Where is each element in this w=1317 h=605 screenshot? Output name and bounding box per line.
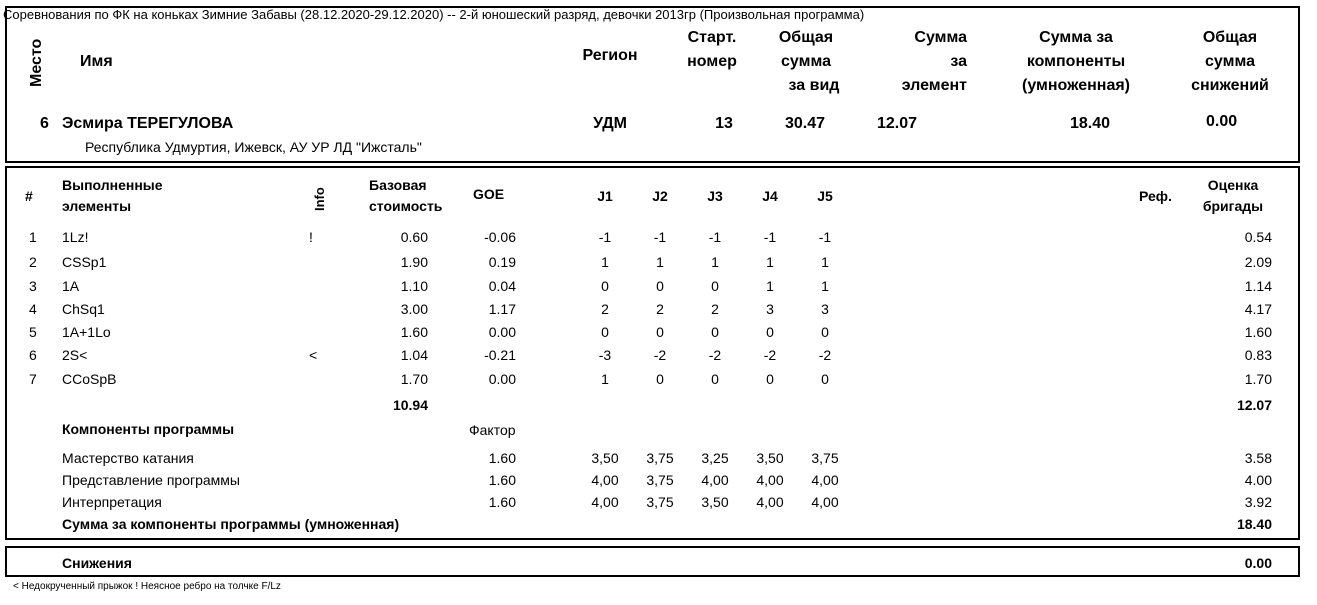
elements-sum-header-line1: Сумма [914,29,967,46]
skater-name: Эсмира ТЕРЕГУЛОВА [62,115,234,132]
element-judge-mark: 1 [601,254,609,270]
col-base-header-line1: Базовая [369,177,427,193]
element-goe: -0.21 [484,347,516,363]
skater-region: УДМ [593,115,627,132]
components-sum-label: Сумма за компоненты программы (умноженная) [62,516,400,532]
component-name: Мастерство катания [62,450,194,466]
element-number: 5 [29,324,37,340]
element-judge-mark: 2 [656,301,664,317]
col-judge-header: J4 [762,188,778,204]
element-goe: 0.04 [488,278,516,294]
component-name: Интерпретация [62,494,162,510]
col-num-header: # [25,188,33,204]
col-elements-header-line2: элементы [62,198,132,214]
component-judge-mark: 4,00 [701,472,729,488]
element-score: 4.17 [1244,301,1272,317]
component-judge-mark: 4,00 [591,472,619,488]
legend-footer: < Недокрученный прыжок ! Неясное ребро на толчке F/Lz [13,581,281,592]
competition-title: Соревнования по ФК на коньках Зимние Забавы (28.12.2020-29.12.2020) -- 2-й юношеский разряд, девочки 2013гр (Произвольная программа) [3,7,865,22]
element-judge-mark: 1 [821,278,829,294]
element-base-value: 1.10 [400,278,428,294]
element-goe: 0.00 [488,324,516,340]
total-header-line1: Общая [778,29,834,46]
element-number: 7 [29,371,37,387]
component-judge-mark: 4,00 [756,494,784,510]
components-sum-value: 18.40 [1236,516,1272,532]
element-score: 1.70 [1244,371,1272,387]
element-judge-mark: -2 [818,347,832,363]
col-info-header: Info [312,187,327,211]
element-judge-mark: 0 [821,324,829,340]
elements-score-total: 12.07 [1236,397,1272,413]
component-judge-mark: 3,75 [646,494,674,510]
component-judge-mark: 3,75 [646,472,674,488]
element-info: < [309,347,318,363]
element-base-value: 1.90 [400,254,428,270]
element-number: 4 [29,301,37,317]
element-judge-mark: 1 [766,254,774,270]
skater-elements-score: 12.07 [877,115,918,132]
element-code: ChSq1 [62,301,105,317]
element-judge-mark: 1 [821,254,829,270]
col-score-header-line2: бригады [1202,198,1264,214]
deductions-value: 0.00 [1244,555,1272,571]
element-judge-mark: 1 [656,254,664,270]
element-judge-mark: 0 [656,278,664,294]
element-score: 1.60 [1244,324,1272,340]
component-judge-mark: 3,50 [591,450,619,466]
element-number: 3 [29,278,37,294]
element-score: 1.14 [1244,278,1272,294]
deductions-label: Снижения [62,555,132,571]
element-code: CSSp1 [62,254,107,270]
component-name: Представление программы [62,472,240,488]
component-score: 3.58 [1244,450,1272,466]
components-title: Компоненты программы [62,421,235,437]
element-goe: -0.06 [484,229,516,245]
element-judge-mark: -3 [598,347,612,363]
element-judge-mark: 1 [601,371,609,387]
element-judge-mark: 2 [711,301,719,317]
element-judge-mark: -1 [653,229,667,245]
element-goe: 0.19 [488,254,516,270]
element-base-value: 1.04 [400,347,428,363]
component-judge-mark: 3,25 [701,450,729,466]
element-judge-mark: 3 [821,301,829,317]
element-judge-mark: -1 [708,229,722,245]
component-factor: 1.60 [488,472,516,488]
total-header-line3: за вид [788,77,840,94]
element-info: ! [309,229,313,245]
element-base-value: 0.60 [400,229,428,245]
element-judge-mark: -1 [763,229,777,245]
total-header [760,26,852,98]
col-goe-header: GOE [473,186,505,202]
total-header-line2: сумма [781,53,831,70]
element-number: 1 [29,229,37,245]
deductions-header-line3: снижений [1191,77,1269,94]
start-header-line2: номер [687,53,737,70]
skater-start-number: 13 [715,115,733,132]
col-ref-header: Реф. [1139,188,1172,204]
element-number: 2 [29,254,37,270]
elements-sum-header-line3: элемент [901,77,967,94]
factor-label: Фактор [469,422,516,438]
element-goe: 1.17 [488,301,516,317]
element-judge-mark: 0 [656,371,664,387]
col-elements-header-line1: Выполненные [62,177,163,193]
element-judge-mark: -1 [818,229,832,245]
col-score-header-line1: Оценка [1207,177,1259,193]
skater-components-score: 18.40 [1069,115,1111,132]
element-judge-mark: 0 [766,371,774,387]
col-base-header-line2: стоимость [369,198,443,214]
element-judge-mark: 0 [601,278,609,294]
element-base-value: 3.00 [400,301,428,317]
element-goe: 0.00 [488,371,516,387]
element-base-value: 1.60 [400,324,428,340]
element-judge-mark: 0 [821,371,829,387]
name-header: Имя [80,53,113,70]
element-judge-mark: -1 [598,229,612,245]
deductions-header [1180,26,1280,98]
col-score-header [1198,175,1268,217]
element-judge-mark: -2 [708,347,722,363]
components-sum-header-line2: компоненты [1026,53,1126,70]
element-judge-mark: 2 [601,301,609,317]
deductions-panel [5,546,1300,577]
skater-total-score: 30.47 [784,115,826,132]
elements-sum-header [860,26,967,98]
deductions-header-line2: сумма [1205,53,1255,70]
deductions-header-line1: Общая [1202,29,1258,46]
element-judge-mark: 0 [711,371,719,387]
component-judge-mark: 4,00 [811,472,839,488]
col-elements-header [62,175,163,217]
skater-place: 6 [40,115,49,132]
skater-deductions: 0.00 [1206,113,1238,130]
element-base-value: 1.70 [400,371,428,387]
element-score: 0.83 [1244,347,1272,363]
element-judge-mark: 0 [601,324,609,340]
elements-sum-header-line2: за [950,53,967,70]
component-judge-mark: 4,00 [756,472,784,488]
component-factor: 1.60 [488,450,516,466]
component-score: 3.92 [1244,494,1272,510]
element-code: 1A [62,278,80,294]
element-score: 2.09 [1244,254,1272,270]
element-judge-mark: -2 [763,347,777,363]
element-judge-mark: 0 [711,278,719,294]
component-judge-mark: 3,50 [701,494,729,510]
element-score: 0.54 [1244,229,1272,245]
start-header [670,26,754,74]
components-sum-header [1006,26,1146,98]
element-code: 1A+1Lo [62,324,111,340]
element-number: 6 [29,347,37,363]
component-factor: 1.60 [488,494,516,510]
element-judge-mark: 1 [711,254,719,270]
element-code: 2S< [62,347,88,363]
col-judge-header: J2 [652,188,668,204]
col-judge-header: J1 [597,188,613,204]
component-judge-mark: 4,00 [591,494,619,510]
component-judge-mark: 3,50 [756,450,784,466]
element-code: 1Lz! [62,229,89,245]
element-judge-mark: 1 [766,278,774,294]
col-judge-header: J3 [707,188,723,204]
components-sum-header-line1: Сумма за [1039,29,1113,46]
element-judge-mark: 0 [656,324,664,340]
components-sum-header-line3: (умноженная) [1022,77,1130,94]
col-judge-header: J5 [817,188,833,204]
component-judge-mark: 4,00 [811,494,839,510]
element-judge-mark: -2 [653,347,667,363]
region-header: Регион [582,47,638,64]
start-header-line1: Старт. [687,29,737,46]
component-score: 4.00 [1244,472,1272,488]
component-judge-mark: 3,75 [811,450,839,466]
base-value-total: 10.94 [392,397,428,413]
component-judge-mark: 3,75 [646,450,674,466]
element-code: CCoSpB [62,371,117,387]
place-header: Место [28,38,45,88]
element-judge-mark: 3 [766,301,774,317]
col-base-header [369,175,442,217]
element-judge-mark: 0 [711,324,719,340]
skater-club: Республика Удмуртия, Ижевск, АУ УР ЛД "Ижсталь" [85,139,422,155]
element-judge-mark: 0 [766,324,774,340]
